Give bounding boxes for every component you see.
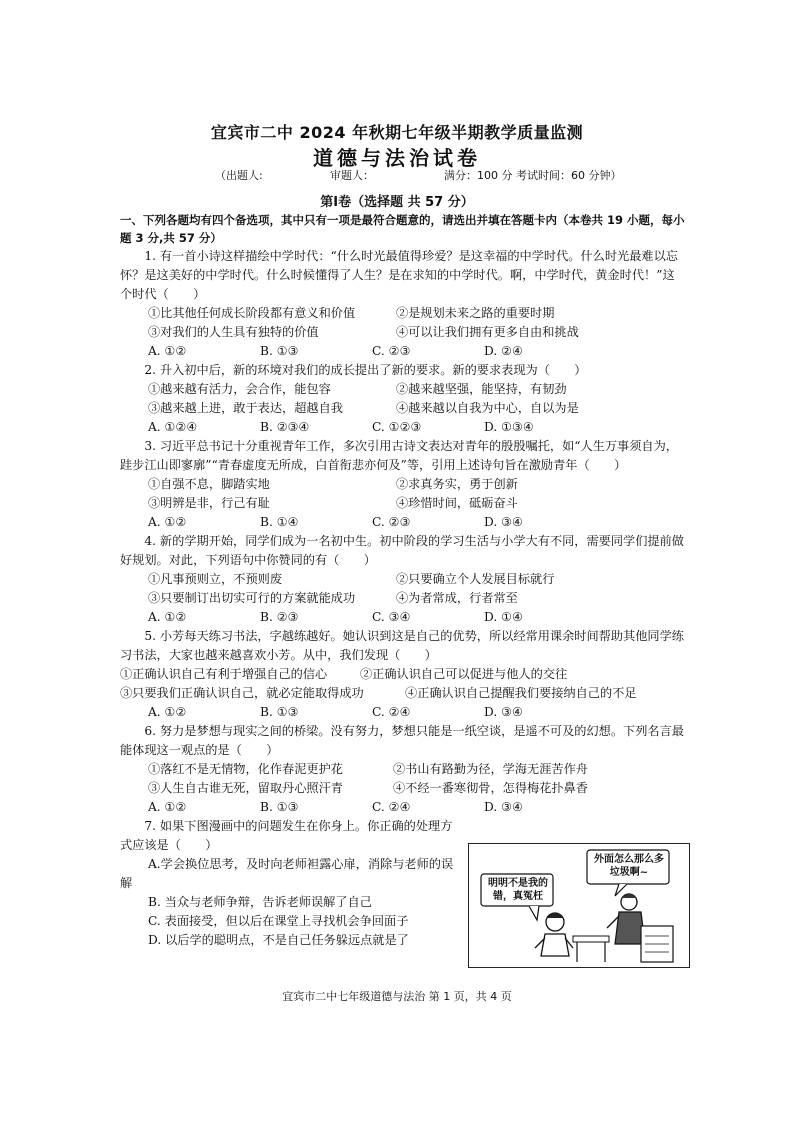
setter-label: （出题人:: [215, 169, 263, 182]
answer-choice: C. ②④: [372, 705, 411, 719]
answer-choice: C. ②③: [372, 344, 411, 358]
answer-row: [120, 342, 685, 361]
question-stem: 2. 升入初中后，新的环境对我们的成长提出了新的要求。新的要求表现为（ ）: [144, 363, 587, 377]
answer-row: [120, 798, 685, 817]
option: ①凡事预则立，不预则废: [148, 572, 283, 586]
answer-choice: C. ②④: [372, 800, 411, 814]
question-stem: 5. 小芳每天练习书法，字越练越好。她认识到这是自己的优势，所以经常用课余时间帮助其他同学练习书法，大家也越来越喜欢小芳。从中，我们发现（ ）: [120, 629, 684, 662]
answer-choice: A. ①②: [148, 800, 187, 814]
option: ②越来越坚强，能坚持，有韧劲: [396, 382, 567, 396]
option: ④为者常成，行者常至: [396, 591, 518, 605]
answer-choice: C. ①②③: [372, 420, 422, 434]
answer-row: [120, 513, 685, 532]
answer-row: [120, 418, 685, 437]
question-stem: 1. 有一首小诗这样描绘中学时代：“什么时光最值得珍爱？是这幸福的中学时代。什么时光最难以忘怀？是这美好的中学时代。什么时候懂得了人生？是在求知的中学时代。啊，中学时代，黄金时代！”这个时代（ ）: [120, 249, 678, 301]
answer-choice: B. ①④: [260, 515, 299, 529]
question-stem: 4. 新的学期开始，同学们成为一名初中生。初中阶段的学习生活与小学大有不同，需要同学们提前做好规划。对此，下列语句中你赞同的有（ ）: [120, 534, 684, 567]
option: ②书山有路勤为径，学海无涯苦作舟: [393, 762, 588, 776]
cartoon-illustration: [468, 843, 690, 968]
answer-choice: A. ①②④: [148, 420, 198, 434]
option: ③人生自古谁无死，留取丹心照汗青: [148, 781, 343, 795]
section-title: 第Ⅰ卷（选择题 共 57 分）: [320, 195, 474, 210]
option-row: [120, 323, 685, 342]
option-row: [120, 380, 685, 399]
option: ①比其他任何成长阶段都有意义和价值: [148, 306, 356, 320]
option: ③对我们的人生具有独特的价值: [148, 325, 319, 339]
option-row: [120, 589, 685, 608]
option-row: [120, 665, 685, 684]
option: ③明辨是非，行己有耻: [148, 496, 270, 510]
answer-choice: A. ①②: [148, 705, 187, 719]
option-row: [120, 779, 685, 798]
answer-choice: D. ③④: [484, 705, 523, 719]
option: ②是规划未来之路的重要时期: [396, 306, 555, 320]
question-7: [120, 817, 460, 950]
answer-row: [120, 608, 685, 627]
answer-choice: B. ②③④: [260, 420, 310, 434]
section-instruction: 一、下列各题均有四个备选项，其中只有一项是最符合题意的，请选出并填在答题卡内（本卷共 19 小题，每小题 3 分,共 57 分）: [120, 213, 685, 245]
option: ④珍惜时间，砥砺奋斗: [396, 496, 518, 510]
score-time: 满分：100 分 考试时间：60 分钟）: [444, 169, 622, 182]
answer-choice: D. ②④: [484, 344, 523, 358]
question-stem: 6. 努力是梦想与现实之间的桥梁。没有努力，梦想只能是一纸空谈，是遥不可及的幻想。下列名言最能体现这一观点的是（ ）: [120, 724, 684, 757]
option: ①正确认识自己有利于增强自己的信心: [120, 667, 328, 681]
option: ④不经一番寒彻骨，怎得梅花扑鼻香: [393, 781, 588, 795]
answer-choice: A. ①②: [148, 515, 187, 529]
answer-choice: B. ①③: [260, 705, 299, 719]
option-row: [120, 684, 685, 703]
reviewer-label: 审题人：: [330, 169, 374, 182]
answer-choice: C. ②③: [372, 515, 411, 529]
answer-choice: A. ①②: [148, 610, 187, 624]
option: ④可以让我们拥有更多自由和挑战: [396, 325, 579, 339]
question-stem: 3. 习近平总书记十分重视青年工作，多次引用古诗文表达对青年的殷殷嘱托，如“人生万事须自为，跬步江山即寥廓”“青春虚度无所成，白首衔悲亦何及”等，引用上述诗句旨在激励青年（ ）: [120, 439, 678, 472]
question-stem: 7. 如果下图漫画中的问题发生在你身上。你正确的处理方式应该是（ ）: [120, 819, 453, 852]
option-row: [120, 399, 685, 418]
answer-choice: D. ①③④: [484, 420, 534, 434]
answer-choice: C. ③④: [372, 610, 411, 624]
option: ①自强不息，脚踏实地: [148, 477, 270, 491]
answer-choice: A. ①②: [148, 344, 187, 358]
option: ②只要确立个人发展目标就行: [396, 572, 555, 586]
option: ④越来越以自我为中心，自以为是: [396, 401, 579, 415]
answer-choice: D. ③④: [484, 515, 523, 529]
answer-row: [120, 703, 685, 722]
option: ③只要制订出切实可行的方案就能成功: [148, 591, 356, 605]
option: ③越来越上进，敢于表达，超越自我: [148, 401, 343, 415]
option-row: [120, 570, 685, 589]
option: ④正确认识自己提醒我们要接纳自己的不足: [405, 686, 637, 700]
option-row: [120, 494, 685, 513]
answer-choice: B. ①③: [260, 344, 299, 358]
question-list: [120, 211, 685, 950]
answer-choice: B. ①③: [260, 800, 299, 814]
subject-title: 道德与法治试卷: [313, 146, 481, 170]
option: ①落红不是无情物，化作春泥更护花: [148, 762, 343, 776]
answer-choice: D. ①④: [484, 610, 523, 624]
option: ①越来越有活力，会合作，能包容: [148, 382, 331, 396]
option: ②正确认识自己可以促进与他人的交往: [360, 667, 568, 681]
exam-title: 宜宾市二中 2024 年秋期七年级半期教学质量监测: [210, 123, 584, 142]
answer-choice: D. ③④: [484, 800, 523, 814]
answer-choice: C. 表面接受，但以后在课堂上寻找机会争回面子: [148, 914, 409, 928]
page-footer: 宜宾市二中七年级道德与法治 第 1 页，共 4 页: [282, 990, 512, 1003]
option-row: [120, 304, 685, 323]
option-row: [120, 475, 685, 494]
student-speech: 明明不是我的错，真冤枉: [488, 878, 548, 902]
teacher-speech: 外面怎么那么多垃圾啊~: [594, 854, 664, 878]
answer-choice: D. 以后学的聪明点，不是自己任务躲远点就是了: [148, 933, 409, 947]
answer-choice: B. 当众与老师争辩，告诉老师误解了自己: [148, 895, 372, 909]
option: ②求真务实，勇于创新: [396, 477, 518, 491]
answer-choice: B. ②③: [260, 610, 299, 624]
answer-choice: A.学会换位思考，及时向老师袒露心扉，消除与老师的误解: [120, 857, 454, 890]
option-row: [120, 760, 685, 779]
option: ③只要我们正确认识自己，就必定能取得成功: [120, 686, 364, 700]
